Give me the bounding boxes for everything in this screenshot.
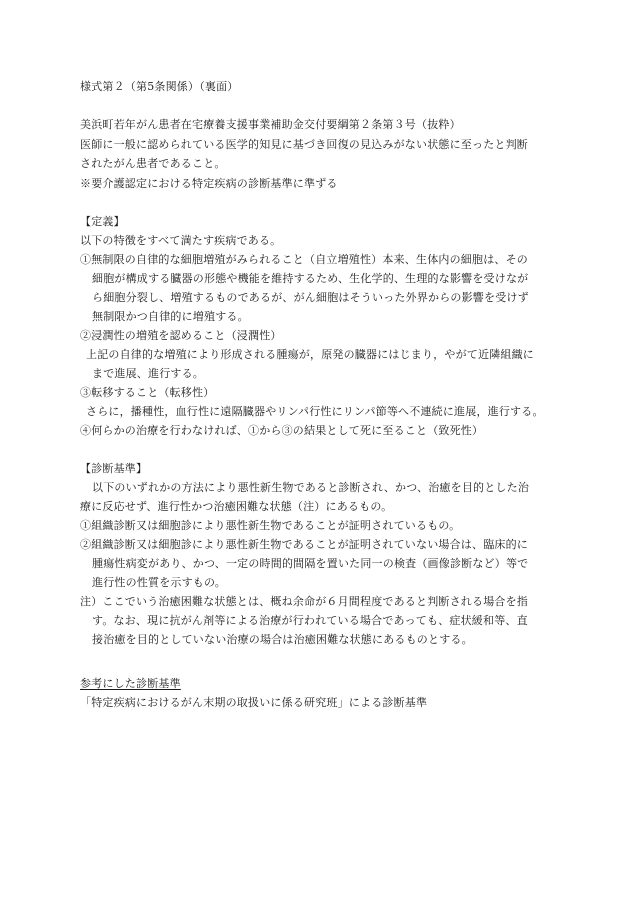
criteria-note-line: 接治癒を目的としていない治療の場合は治癒困難な状態にあるものとする。 xyxy=(92,633,473,646)
definition-line: まで進展、進行する。 xyxy=(92,367,204,380)
definition-line: 以下の特徴をすべて満たす疾病である。 xyxy=(80,234,282,247)
intro-line-2: 医師に一般に認められている医学的知見に基づき回復の見込みがない状態に至ったと判断 xyxy=(80,138,528,151)
intro-note: ※要介護認定における特定疾病の診断基準に準ずる xyxy=(80,177,338,190)
definition-heading: 【定義】 xyxy=(80,215,125,228)
definition-line: 上記の自律的な増殖により形成される腫瘍が，原発の臓器にはじまり，やがて近隣組織に xyxy=(86,348,534,361)
definition-line: さらに，播種性，血行性に遠隔臓器やリンパ行性にリンパ節等へ不連続に進展，進行する。 xyxy=(86,405,544,418)
intro-line-1: 美浜町若年がん患者在宅療養支援事業補助金交付要綱第２条第３号（抜粋） xyxy=(80,118,461,131)
reference-text: 「特定疾病におけるがん末期の取扱いに係る研究班」による診断基準 xyxy=(80,696,428,709)
criteria-note-line: す。なお、現に抗がん剤等による治療が行われている場合であっても、症状緩和等、直 xyxy=(92,614,528,627)
criteria-line: 以下のいずれかの方法により悪性新生物であると診断され、かつ、治癒を目的とした治 xyxy=(92,481,530,494)
intro-line-3: されたがん患者であること。 xyxy=(80,157,226,170)
form-label: 様式第２（第5条関係）（裏面） xyxy=(80,80,239,93)
definition-line: ③転移すること（転移性） xyxy=(80,386,215,399)
definition-line: ④何らかの治療を行わなければ、①から③の結果として死に至ること（致死性） xyxy=(80,424,484,437)
criteria-heading: 【診断基準】 xyxy=(80,462,148,475)
definition-line: ①無制限の自律的な細胞増殖がみられること（自立増殖性）本来、生体内の細胞は、その xyxy=(80,253,528,266)
definition-line: ら細胞分裂し、増殖するものであるが、がん細胞はそういった外界からの影響を受けず xyxy=(92,291,529,304)
reference-heading: 参考にした診断基準 xyxy=(80,677,181,690)
criteria-line: 腫瘍性病変があり、かつ、一定の時間的間隔を置いた同一の検査（画像診断など）等で xyxy=(92,557,529,570)
definition-line: 無制限かつ自律的に増殖する。 xyxy=(92,310,249,323)
criteria-line: ①組織診断又は細胞診により悪性新生物であることが証明されているもの。 xyxy=(80,519,461,532)
criteria-note-line: 注）ここでいう治癒困難な状態とは、概ね余命が６月間程度であると判断される場合を指 xyxy=(80,595,528,608)
criteria-line: ②組織診断又は細胞診により悪性新生物であることが証明されていない場合は、臨床的に xyxy=(80,538,528,551)
definition-line: ②浸潤性の増殖を認めること（浸潤性） xyxy=(80,329,282,342)
definition-line: 細胞が構成する臓器の形態や機能を維持するため、生化学的、生理的な影響を受けなが xyxy=(92,272,529,285)
criteria-line: 進行性の性質を示すもの。 xyxy=(92,576,226,589)
criteria-line: 療に反応せず、進行性かつ治癒困難な状態（注）にあるもの。 xyxy=(80,500,393,513)
